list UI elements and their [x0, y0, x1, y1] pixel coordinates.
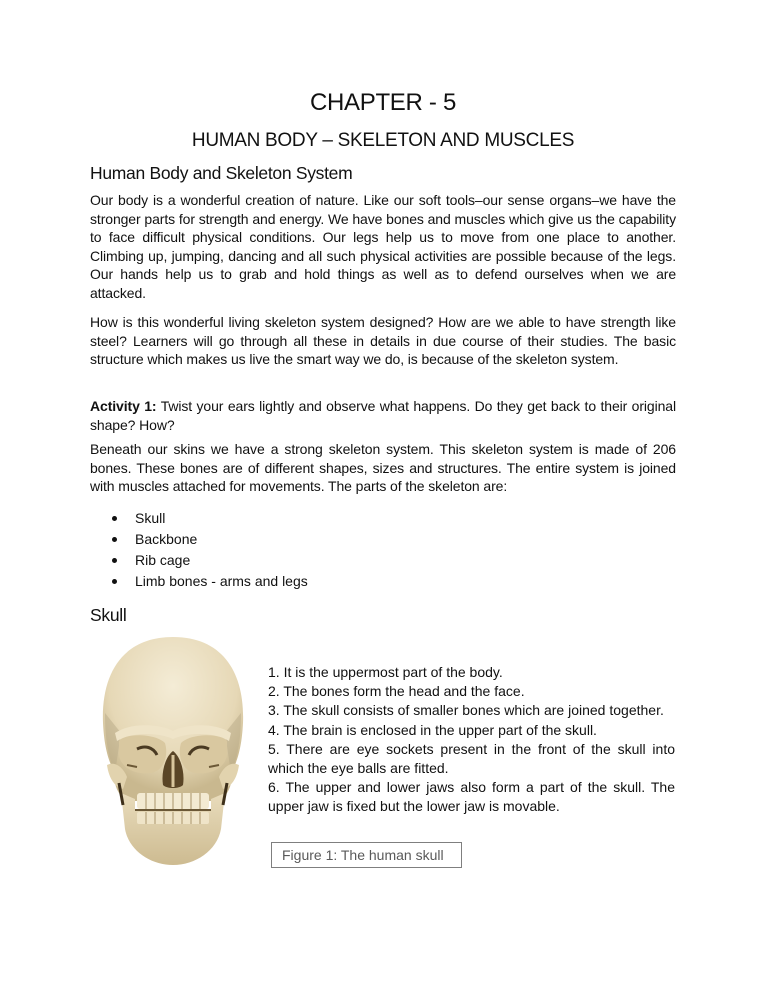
bullet-icon — [112, 516, 117, 521]
chapter-title: CHAPTER - 5 — [309, 89, 457, 116]
list-item: Skull — [90, 508, 308, 529]
list-item: 1. It is the uppermost part of the body. — [268, 664, 503, 680]
skull-icon — [93, 633, 253, 869]
paragraph-intro: Our body is a wonderful creation of nature. Like our soft tools–our sense organs–we have the stronger parts for strength and energy. We have bones and muscles which give us the capability to face difficult physical conditions. Our legs help us to move from one place to another. Climbing up, jumping, dancing and all such physical activities are possible because of the legs. Our hands help us to grab and hold things as well as to defend ourselves when we are attacked. — [90, 192, 676, 301]
chapter-subtitle: HUMAN BODY – SKELETON AND MUSCLES — [191, 130, 575, 151]
list-item: 2. The bones form the head and the face. — [268, 683, 525, 700]
list-item: Rib cage — [90, 550, 308, 571]
activity-block — [90, 397, 676, 434]
bullet-icon — [112, 537, 117, 542]
list-item: Limb bones - arms and legs — [90, 571, 308, 592]
skull-facts-list — [268, 663, 675, 817]
bullet-icon — [112, 579, 117, 584]
activity-text: Twist your ears lightly and observe what happens. Do they get back to their original shape? How? — [90, 398, 676, 433]
list-item: 4. The brain is enclosed in the upper part of the skull. — [268, 721, 597, 738]
list-item: Backbone — [90, 529, 308, 550]
skeleton-parts-list — [90, 508, 308, 592]
list-item: 6. The upper and lower jaws also form a part of the skull. The upper jaw is fixed but the lower jaw is movable. — [268, 779, 675, 815]
section-heading-skeleton-system: Human Body and Skeleton System — [90, 163, 353, 183]
bullet-icon — [112, 558, 117, 563]
list-item: 5. There are eye sockets present in the front of the skull into which the eye balls are fitted. — [268, 740, 675, 777]
skull-image — [93, 633, 253, 869]
activity-label: Activity 1: — [90, 398, 157, 414]
paragraph-206-bones: Beneath our skins we have a strong skeleton system. This skeleton system is made of 206 bones. These bones are of different shapes, sizes and structures. The entire system is joined with muscles attached for movements. The parts of the skeleton are: — [90, 441, 676, 495]
list-item: 3. The skull consists of smaller bones which are joined together. — [268, 702, 664, 719]
paragraph-skeleton-design: How is this wonderful living skeleton system designed? How are we able to have strength like steel? Learners will go through all these in details in due course of their studies. The basic structure which makes us live the smart way we do, is because of the skeleton system. — [90, 314, 676, 368]
figure-caption: Figure 1: The human skull — [271, 842, 462, 868]
section-heading-skull: Skull — [90, 605, 127, 625]
